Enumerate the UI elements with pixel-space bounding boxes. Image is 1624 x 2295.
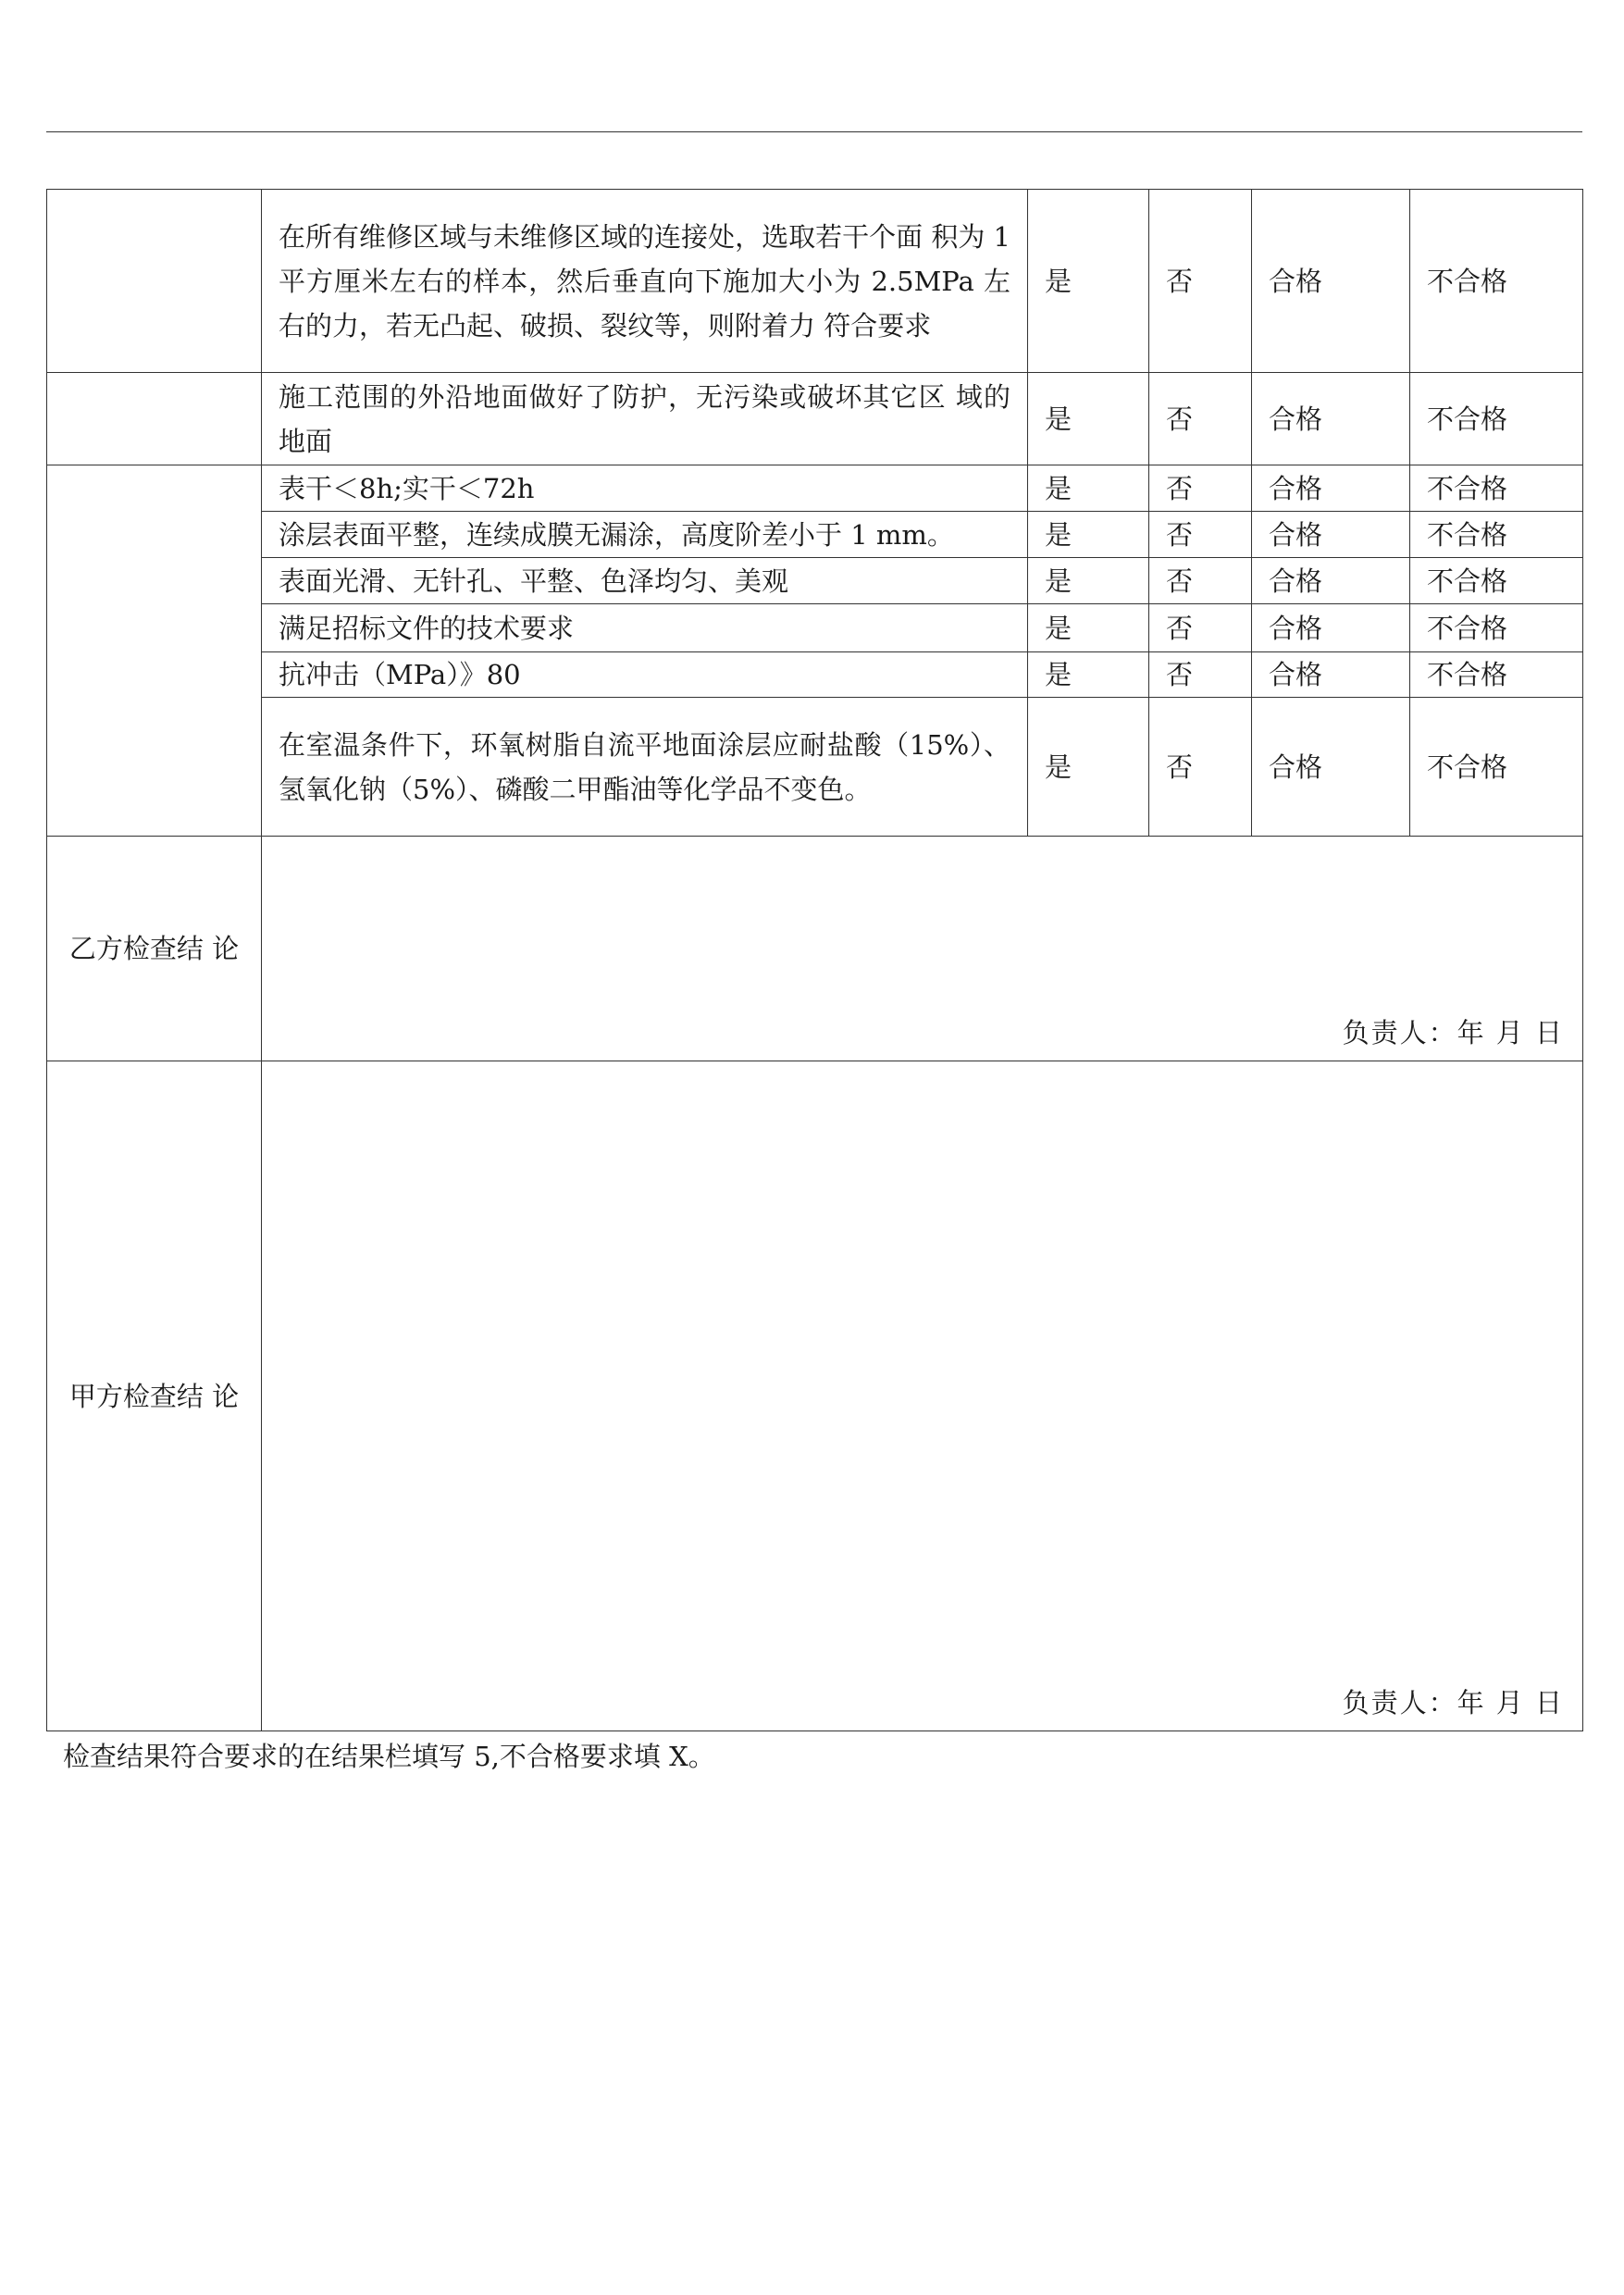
option-no[interactable]: 否 xyxy=(1149,652,1252,698)
item-text: 在室温条件下，环氧树脂自流平地面涂层应耐盐酸（15%）、氢氧化钠（5%）、磷酸二甲酯油等化学品不变色。 xyxy=(262,698,1028,837)
option-yes[interactable]: 是 xyxy=(1028,698,1149,837)
table-row xyxy=(47,558,1583,604)
item-text: 表面光滑、无针孔、平整、色泽均匀、美观 xyxy=(262,558,1028,604)
partyA-signature: 负责人：年 月 日 xyxy=(1342,1687,1564,1718)
option-yes[interactable]: 是 xyxy=(1028,604,1149,652)
footnote: 检查结果符合要求的在结果栏填写 5,不合格要求填 X。 xyxy=(63,1741,715,1772)
result-fail[interactable]: 不合格 xyxy=(1410,373,1583,465)
category-cell xyxy=(47,373,262,465)
table-row xyxy=(47,465,1583,512)
option-no[interactable]: 否 xyxy=(1149,512,1252,558)
table-row xyxy=(47,373,1583,465)
result-fail[interactable]: 不合格 xyxy=(1410,190,1583,373)
result-fail[interactable]: 不合格 xyxy=(1410,652,1583,698)
item-text: 涂层表面平整，连续成膜无漏涂，高度阶差小于 1 mm。 xyxy=(262,512,1028,558)
result-pass[interactable]: 合格 xyxy=(1252,465,1410,512)
partyA-conclusion-label: 甲方检查结 论 xyxy=(47,1061,262,1731)
result-pass[interactable]: 合格 xyxy=(1252,652,1410,698)
partyA-conclusion-row xyxy=(47,1061,1583,1731)
category-cell xyxy=(47,465,262,837)
result-pass[interactable]: 合格 xyxy=(1252,558,1410,604)
result-pass[interactable]: 合格 xyxy=(1252,373,1410,465)
option-no[interactable]: 否 xyxy=(1149,604,1252,652)
option-no[interactable]: 否 xyxy=(1149,465,1252,512)
result-pass[interactable]: 合格 xyxy=(1252,190,1410,373)
item-text: 抗冲击（MPa）》80 xyxy=(262,652,1028,698)
partyB-signature: 负责人：年 月 日 xyxy=(1342,1017,1564,1048)
option-no[interactable]: 否 xyxy=(1149,190,1252,373)
partyB-conclusion-field[interactable] xyxy=(262,837,1583,1061)
inspection-table xyxy=(46,189,1583,1731)
option-yes[interactable]: 是 xyxy=(1028,652,1149,698)
table-row xyxy=(47,652,1583,698)
item-text: 施工范围的外沿地面做好了防护，无污染或破坏其它区 域的地面 xyxy=(262,373,1028,465)
item-text: 满足招标文件的技术要求 xyxy=(262,604,1028,652)
option-yes[interactable]: 是 xyxy=(1028,512,1149,558)
partyB-conclusion-label: 乙方检查结 论 xyxy=(47,837,262,1061)
table-row xyxy=(47,698,1583,837)
result-fail[interactable]: 不合格 xyxy=(1410,604,1583,652)
category-cell xyxy=(47,190,262,373)
partyA-conclusion-field[interactable] xyxy=(262,1061,1583,1731)
option-yes[interactable]: 是 xyxy=(1028,190,1149,373)
option-no[interactable]: 否 xyxy=(1149,558,1252,604)
option-yes[interactable]: 是 xyxy=(1028,465,1149,512)
table-row xyxy=(47,604,1583,652)
partyB-conclusion-row xyxy=(47,837,1583,1061)
result-pass[interactable]: 合格 xyxy=(1252,604,1410,652)
item-text: 在所有维修区域与未维修区域的连接处，选取若干个面 积为 1 平方厘米左右的样本，然后垂直向下施加大小为 2.5MPa 左右的力，若无凸起、破损、裂纹等，则附着力 符合要求 xyxy=(262,190,1028,373)
table-row xyxy=(47,512,1583,558)
item-text: 表干＜8h;实干＜72h xyxy=(262,465,1028,512)
table-row xyxy=(47,190,1583,373)
result-fail[interactable]: 不合格 xyxy=(1410,512,1583,558)
result-pass[interactable]: 合格 xyxy=(1252,698,1410,837)
option-no[interactable]: 否 xyxy=(1149,373,1252,465)
option-yes[interactable]: 是 xyxy=(1028,558,1149,604)
option-no[interactable]: 否 xyxy=(1149,698,1252,837)
header-rule xyxy=(46,131,1582,132)
result-pass[interactable]: 合格 xyxy=(1252,512,1410,558)
result-fail[interactable]: 不合格 xyxy=(1410,465,1583,512)
result-fail[interactable]: 不合格 xyxy=(1410,558,1583,604)
option-yes[interactable]: 是 xyxy=(1028,373,1149,465)
result-fail[interactable]: 不合格 xyxy=(1410,698,1583,837)
